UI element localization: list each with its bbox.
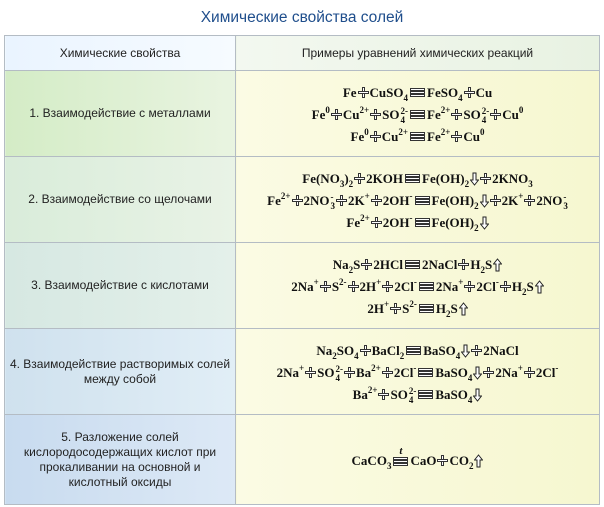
superscript: -: [555, 362, 559, 373]
condition-label: t: [399, 444, 403, 457]
formula-token: [277, 362, 305, 384]
formula-text: Fe: [267, 192, 281, 208]
up-arrow-icon: [535, 280, 544, 294]
formula-token: [402, 298, 417, 320]
formula-token: [427, 104, 450, 126]
formula-token: [352, 450, 392, 472]
plus-icon: [337, 196, 346, 205]
subscript: 3: [386, 460, 392, 471]
formula-text: SO: [317, 364, 335, 380]
formula-text: 2HCl: [373, 256, 403, 272]
formula-token: [353, 254, 360, 276]
formula-token: [367, 298, 389, 320]
subscript: 4: [400, 114, 405, 125]
formula-text: Fe: [427, 106, 441, 122]
equals-icon: [410, 88, 425, 97]
equation-line: [236, 444, 599, 471]
plus-icon: [332, 110, 341, 119]
superscript: 0: [479, 126, 485, 137]
equations-cell: [236, 157, 600, 243]
formula-token: [351, 126, 369, 148]
superscript: 2+: [398, 126, 408, 137]
formula-text: Ba: [352, 386, 368, 402]
plus-icon: [361, 346, 370, 355]
formula-text: 2NaCl: [483, 342, 519, 358]
formula-token: [316, 340, 336, 362]
subscript: 4: [458, 92, 463, 103]
formula-text: ): [344, 170, 349, 186]
superscript: -: [413, 276, 417, 287]
formula-token: [432, 190, 479, 212]
table-row: [5, 243, 600, 329]
table-row: [5, 329, 600, 415]
formula-text: BaSO: [435, 364, 468, 380]
superscript: 2-: [335, 363, 343, 374]
subscript: 2: [521, 286, 527, 297]
formula-text: 2Na: [276, 364, 300, 380]
plus-icon: [481, 174, 490, 183]
formula-token: [360, 276, 382, 298]
header-equations: Примеры уравнений химических реакций: [236, 36, 600, 71]
formula-text: CaCO: [351, 452, 387, 468]
formula-text: SO: [463, 106, 481, 122]
subscript: 2: [399, 350, 405, 361]
equals-icon: [410, 132, 425, 141]
formula-text: CaO: [410, 452, 437, 468]
formula-text: 2H: [359, 278, 377, 294]
equations-cell: [236, 329, 600, 415]
formula-token: [410, 450, 436, 472]
plus-icon: [321, 282, 330, 291]
formula-text: 2KOH: [366, 170, 403, 186]
superscript: +: [364, 190, 370, 201]
equation-line: [236, 339, 599, 361]
table-row: [5, 415, 600, 505]
superscript: 0: [364, 126, 369, 137]
formula-text: Fe: [350, 128, 365, 144]
equals-icon: [418, 390, 433, 399]
page-title: Химические свойства солей: [200, 9, 404, 26]
equation-line: [236, 211, 599, 233]
superscript: 2-: [339, 276, 347, 287]
formula-text: S: [402, 300, 410, 316]
equations-cell: [236, 415, 600, 505]
formula-token: [470, 254, 485, 276]
property-cell: 2. Взаимодействие со щелочами: [5, 157, 236, 243]
formula-token: [343, 104, 369, 126]
formula-token: [337, 340, 359, 362]
formula-token: [291, 276, 319, 298]
subscript: 3: [339, 178, 345, 189]
subscript: 4: [403, 92, 408, 103]
formula-text: Cu: [381, 128, 399, 144]
formula-token: [312, 104, 330, 126]
formula-text: H: [470, 256, 481, 272]
formula-text: Na: [316, 342, 333, 358]
superscript: -: [495, 276, 499, 287]
subscript: 4: [481, 114, 487, 125]
plus-icon: [372, 218, 381, 227]
plus-icon: [525, 368, 534, 377]
plus-icon: [525, 196, 534, 205]
equation-line: [236, 103, 599, 125]
superscript: 2-: [409, 298, 417, 309]
subscript: 2: [474, 222, 479, 233]
formula-token: [427, 82, 463, 104]
formula-token: [483, 340, 518, 362]
property-cell: 4. Взаимодействие растворимых солей между собой: [5, 329, 236, 415]
plus-icon: [383, 282, 392, 291]
plus-icon: [452, 110, 461, 119]
formula-text: SO: [390, 386, 408, 402]
equation-line: [236, 253, 599, 275]
subscript: 4: [467, 394, 473, 405]
subscript: 4: [354, 350, 359, 361]
superscript: +: [299, 362, 305, 373]
formula-token: [346, 212, 369, 234]
equation-line: [236, 167, 599, 189]
formula-token: [343, 82, 357, 104]
formula-text: 2NO: [536, 192, 563, 208]
superscript: 0: [518, 104, 524, 115]
superscript: 2+: [367, 384, 378, 395]
equation-line: [236, 189, 599, 211]
equals-icon: [415, 196, 430, 205]
subscript: 2: [348, 264, 354, 275]
superscript: 2+: [280, 190, 291, 201]
formula-text: Fe: [342, 84, 357, 100]
formula-text: BaSO: [423, 342, 456, 358]
subscript: 2: [445, 308, 451, 319]
formula-token: [383, 190, 413, 212]
formula-token: [476, 82, 493, 104]
table-row: [5, 157, 600, 243]
formula-text: H: [511, 278, 522, 294]
formula-text: 2OH: [382, 192, 410, 208]
formula-token: [512, 276, 527, 298]
equation-line: [236, 361, 599, 383]
superscript: -: [413, 362, 417, 373]
plus-icon: [362, 260, 371, 269]
superscript: -: [563, 191, 567, 202]
plus-icon: [465, 88, 474, 97]
subscript: 3: [563, 200, 568, 211]
formula-token: [436, 298, 451, 320]
subscript: 4: [335, 372, 340, 383]
down-arrow-icon: [473, 366, 482, 380]
formula-text: 2H: [367, 300, 384, 316]
formula-text: 2NO: [303, 192, 330, 208]
formula-token: [492, 168, 533, 190]
superscript: -: [330, 191, 334, 202]
up-arrow-icon: [493, 258, 502, 272]
formula-text: H: [435, 300, 446, 316]
formula-text: Ba: [356, 364, 372, 380]
plus-icon: [501, 282, 510, 291]
equation-line: [236, 125, 599, 147]
formula-token: [526, 276, 533, 298]
superscript: +: [376, 276, 382, 287]
formula-text: 2NaCl: [422, 256, 458, 272]
formula-token: [366, 168, 403, 190]
formula-token: [463, 104, 489, 126]
down-arrow-icon: [480, 216, 489, 230]
subscript: 4: [455, 350, 461, 361]
plus-icon: [391, 304, 400, 313]
superscript: -: [409, 190, 413, 201]
formula-text: Fe(OH): [431, 214, 475, 230]
formula-token: [390, 384, 416, 406]
formula-text: Fe(OH): [422, 170, 465, 186]
superscript: 0: [325, 104, 330, 115]
plus-icon: [491, 196, 500, 205]
formula-text: S: [353, 256, 361, 272]
superscript: 2-: [400, 105, 408, 116]
formula-token: [422, 254, 457, 276]
superscript: +: [313, 276, 319, 287]
down-arrow-icon: [480, 194, 489, 208]
subscript: 3: [528, 178, 533, 189]
equals-icon: [419, 282, 434, 291]
superscript: 2+: [371, 362, 381, 373]
plus-icon: [293, 196, 302, 205]
formula-text: CO: [449, 452, 469, 468]
formula-token: [495, 362, 523, 384]
formula-token: [435, 384, 472, 406]
formula-text: Na: [332, 256, 349, 272]
formula-token: [422, 168, 469, 190]
formula-token: [394, 276, 417, 298]
salts-properties-table: [4, 35, 600, 505]
formula-text: CuSO: [369, 84, 404, 100]
formula-text: Cu: [475, 84, 493, 100]
formula-text: 2Cl: [394, 278, 414, 294]
formula-text: 2OH: [382, 214, 410, 230]
formula-text: 2Na: [291, 278, 314, 294]
subscript: 4: [408, 394, 414, 405]
plus-icon: [355, 174, 364, 183]
formula-text: Fe(NO: [302, 170, 340, 186]
formula-token: [267, 190, 290, 212]
formula-token: [382, 104, 408, 126]
formula-token: [333, 254, 353, 276]
formula-text: BaCl: [371, 342, 400, 358]
formula-text: Fe: [346, 214, 361, 230]
formula-text: Cu: [502, 106, 519, 122]
plus-icon: [349, 282, 358, 291]
formula-token: [449, 450, 473, 472]
formula-text: 2Cl: [476, 278, 496, 294]
plus-icon: [359, 88, 368, 97]
formula-text: S: [526, 278, 534, 294]
formula-token: [476, 276, 499, 298]
formula-text: BaSO: [435, 386, 468, 402]
formula-token: [485, 254, 492, 276]
subscript: 2: [464, 178, 470, 189]
up-arrow-icon: [474, 454, 483, 468]
table-row: [5, 71, 600, 157]
subscript: 2: [480, 264, 486, 275]
property-cell: 5. Разложение солей кислородосодержащих кислот при прокаливании на основной и кислотный оксиды: [5, 415, 236, 505]
subscript: 2: [474, 200, 479, 211]
formula-text: Fe(OH): [431, 192, 475, 208]
plus-icon: [472, 346, 481, 355]
down-arrow-icon: [470, 172, 479, 186]
formula-token: [427, 126, 450, 148]
formula-token: [435, 362, 472, 384]
formula-text: SO: [382, 106, 400, 122]
subscript: 3: [330, 200, 335, 211]
header-properties: Химические свойства: [5, 36, 236, 71]
formula-token: [463, 126, 484, 148]
equals-icon: [393, 457, 408, 466]
formula-token: [394, 362, 417, 384]
formula-token: [332, 276, 347, 298]
equations-cell: [236, 243, 600, 329]
formula-text: 2KNO: [492, 170, 529, 186]
formula-token: [349, 168, 354, 190]
superscript: 2+: [440, 104, 451, 115]
plus-icon: [383, 368, 392, 377]
formula-token: [304, 190, 336, 212]
formula-token: [432, 212, 479, 234]
down-arrow-icon: [461, 344, 470, 358]
equals-icon: [410, 110, 425, 119]
plus-icon: [438, 456, 447, 465]
superscript: +: [458, 276, 464, 287]
subscript: 2: [468, 460, 474, 471]
up-arrow-icon: [459, 302, 468, 316]
equals-icon: [418, 368, 433, 377]
subscript: 2: [348, 178, 354, 189]
superscript: 2-: [481, 105, 490, 116]
formula-text: 2Cl: [535, 364, 556, 380]
plus-icon: [491, 110, 500, 119]
formula-text: Fe: [311, 106, 326, 122]
equals-icon: [415, 218, 430, 227]
formula-text: FeSO: [427, 84, 459, 100]
equation-line: [236, 383, 599, 405]
plus-icon: [379, 390, 388, 399]
formula-token: [353, 384, 378, 406]
formula-token: [436, 276, 464, 298]
down-arrow-icon: [473, 388, 482, 402]
superscript: 2+: [360, 212, 370, 223]
property-cell: 1. Взаимодействие с металлами: [5, 71, 236, 157]
superscript: 2-: [408, 385, 417, 396]
formula-token: [383, 212, 413, 234]
formula-token: [370, 82, 408, 104]
superscript: +: [518, 190, 524, 201]
formula-token: [372, 340, 405, 362]
equals-icon: [405, 174, 420, 183]
formula-text: SO: [336, 342, 355, 358]
equals-icon: [419, 304, 434, 313]
equation-line: [236, 275, 599, 297]
formula-token: [423, 340, 460, 362]
formula-text: 2Cl: [393, 364, 414, 380]
formula-token: [382, 126, 408, 148]
formula-text: Cu: [342, 106, 360, 122]
formula-token: [536, 190, 568, 212]
superscript: 2+: [440, 126, 451, 137]
formula-text: 2Na: [495, 364, 518, 380]
subscript: 2: [332, 350, 337, 361]
property-cell: 3. Взаимодействие с кислотами: [5, 243, 236, 329]
formula-token: [373, 254, 403, 276]
formula-text: Fe: [427, 128, 441, 144]
formula-token: [450, 298, 457, 320]
plus-icon: [459, 260, 468, 269]
equals-icon: [405, 260, 420, 269]
formula-text: S: [485, 256, 493, 272]
plus-icon: [371, 110, 380, 119]
formula-token: [356, 362, 381, 384]
plus-icon: [452, 132, 461, 141]
formula-token: [302, 168, 348, 190]
plus-icon: [484, 368, 493, 377]
formula-text: Cu: [463, 128, 480, 144]
formula-token: [502, 190, 524, 212]
formula-text: 2K: [501, 192, 519, 208]
formula-token: [536, 362, 559, 384]
formula-text: 2K: [348, 192, 365, 208]
plus-icon: [465, 282, 474, 291]
equation-line: [236, 81, 599, 103]
superscript: 2+: [359, 104, 370, 115]
plus-icon: [372, 196, 381, 205]
formula-text: 2Na: [435, 278, 459, 294]
plus-icon: [306, 368, 315, 377]
superscript: -: [409, 212, 413, 223]
table-header-row: [5, 36, 600, 71]
plus-icon: [371, 132, 380, 141]
formula-token: [317, 362, 343, 384]
formula-text: S: [450, 300, 458, 316]
subscript: 4: [467, 372, 473, 383]
superscript: +: [383, 298, 390, 309]
formula-token: [348, 190, 370, 212]
superscript: +: [517, 362, 523, 373]
equals-icon: [406, 346, 421, 355]
plus-icon: [345, 368, 354, 377]
equation-line: [236, 297, 599, 319]
equations-cell: [236, 71, 600, 157]
formula-token: [502, 104, 523, 126]
formula-text: S: [331, 278, 340, 294]
